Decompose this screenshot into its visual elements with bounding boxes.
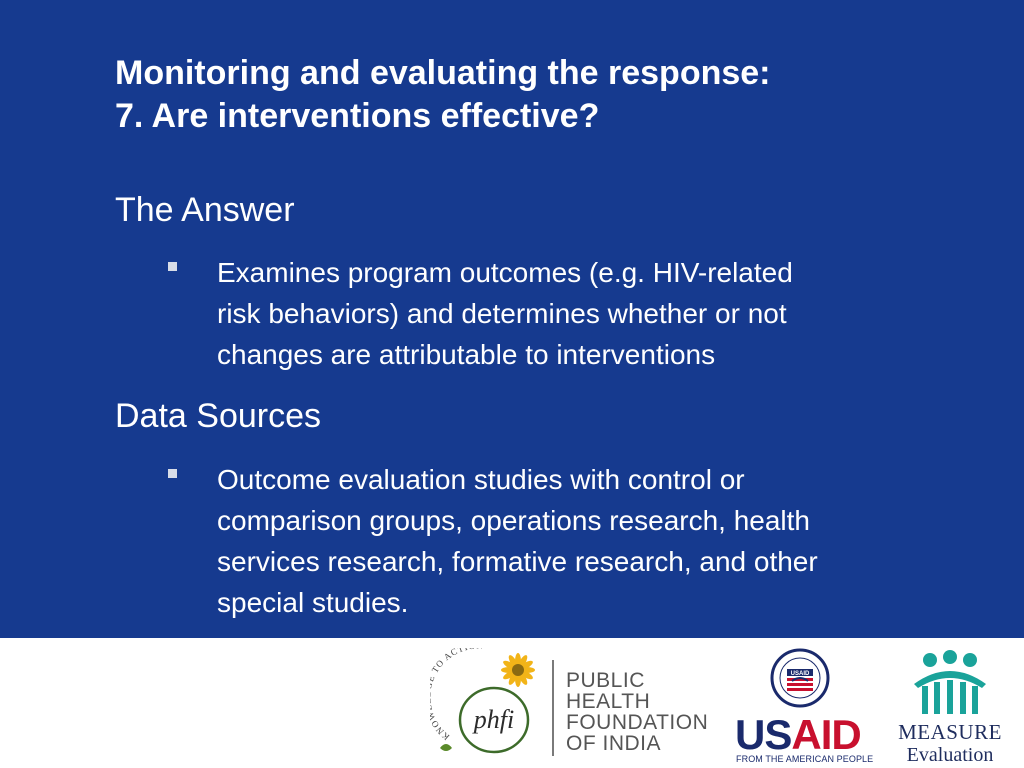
bullet-answer-line-2: risk behaviors) and determines whether or not <box>217 298 787 329</box>
measure-evaluation-logo <box>885 648 1015 766</box>
logo-footer <box>0 638 1024 768</box>
bullet-marker-icon <box>168 469 177 478</box>
usaid-logo <box>733 648 874 764</box>
phfi-arc-text: KN TO ACT <box>430 648 466 743</box>
slide-title <box>115 52 995 138</box>
measure-wordmark: MEASURE <box>898 720 1002 744</box>
phfi-name-line-1: PUBLIC <box>566 669 645 692</box>
usaid-wordmark-aid: AID <box>791 711 861 758</box>
phfi-divider <box>552 660 554 756</box>
bullet-marker-icon <box>168 262 177 271</box>
bullet-answer <box>168 252 968 377</box>
phfi-monogram: phfi <box>473 705 515 734</box>
bullet-data-sources-line-3: services research, formative research, and other <box>217 546 818 577</box>
usaid-seal-label: USAID <box>790 671 810 677</box>
people-icon <box>910 650 990 718</box>
title-line-2: 7. Are interventions effective? <box>115 97 600 135</box>
phfi-name-line-4: OF INDIA <box>566 732 662 755</box>
bullet-data-sources-line-1: Outcome evaluation studies with control or <box>217 464 745 495</box>
sunflower-icon <box>501 653 535 687</box>
phfi-name-line-2: HEALTH <box>566 690 651 713</box>
usaid-tagline: FROM THE AMERICAN PEOPLE <box>736 754 874 764</box>
phfi-logo <box>430 648 720 760</box>
bullet-data-sources-line-2: comparison groups, operations research, health <box>217 505 811 536</box>
bullet-answer-line-3: changes are attributable to interventions <box>217 339 716 370</box>
bullet-data-sources <box>168 459 968 625</box>
measure-subtitle: Evaluation <box>906 744 994 766</box>
bullet-data-sources-line-4: special studies. <box>217 587 409 618</box>
phfi-name-line-3: FOUNDATION <box>566 711 709 734</box>
phfi-name <box>566 670 708 754</box>
bullet-answer-text <box>217 252 977 375</box>
usaid-seal-icon <box>770 648 830 708</box>
phfi-emblem-icon <box>430 648 550 760</box>
title-line-1: Monitoring and evaluating the response: <box>115 54 771 92</box>
usaid-wordmark <box>735 711 861 758</box>
bullet-data-sources-text <box>217 459 977 623</box>
bullet-answer-line-1: Examines program outcomes (e.g. HIV-related <box>217 257 793 288</box>
section-heading-data-sources: Data Sources <box>115 397 321 435</box>
section-heading-answer: The Answer <box>115 191 295 229</box>
usaid-wordmark-us: US <box>735 711 792 758</box>
